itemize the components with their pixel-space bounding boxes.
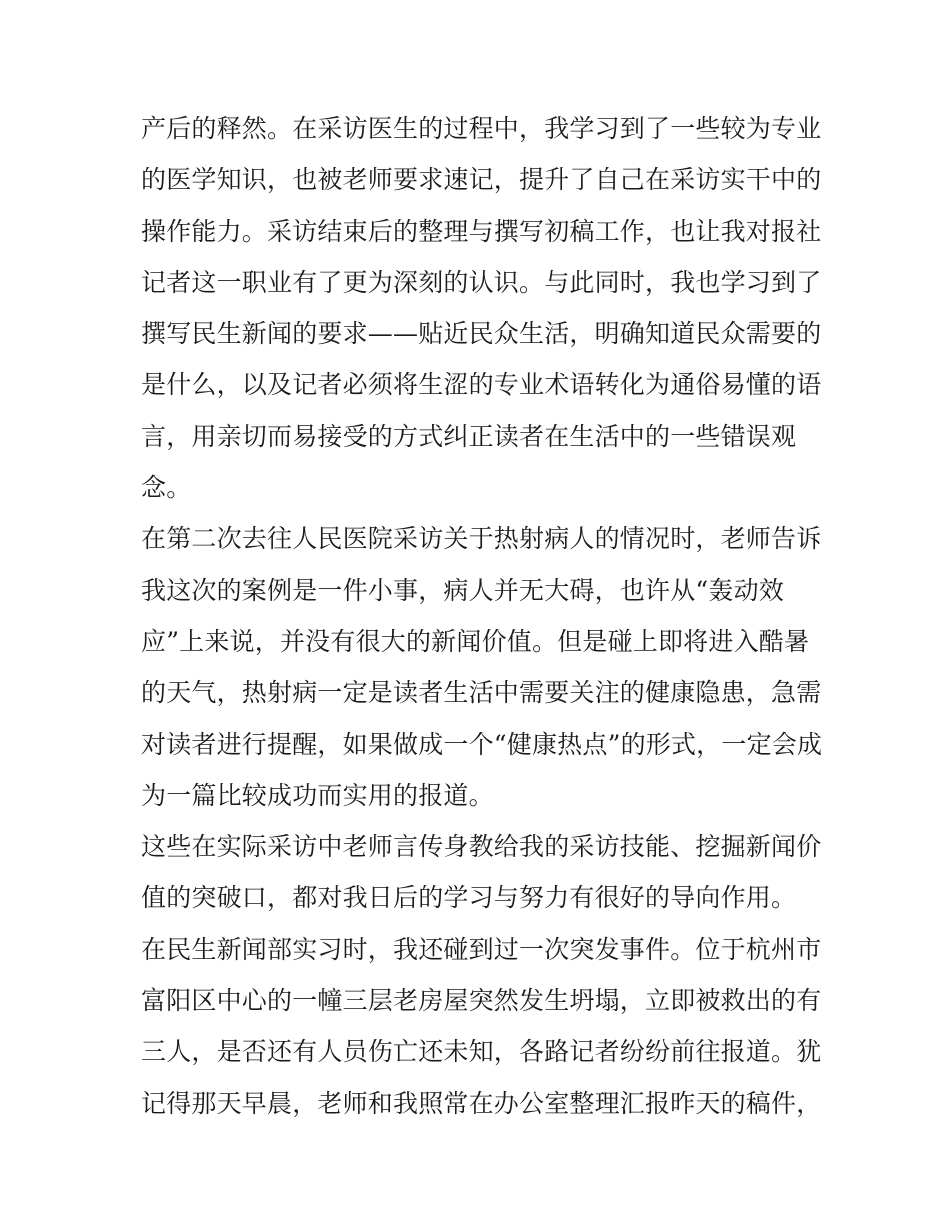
text-line: 在民生新闻部实习时，我还碰到过一次突发事件。位于杭州市 — [141, 934, 822, 964]
text-line: 值的突破口，都对我日后的学习与努力有很好的导向作用。 — [141, 883, 797, 913]
text-line: 是什么，以及记者必须将生涩的专业术语转化为通俗易懂的语 — [141, 370, 822, 400]
text-line: 我这次的案例是一件小事，病人并无大碍，也许从“轰动效 — [141, 575, 784, 605]
text-line: 在第二次去往人民医院采访关于热射病人的情况时，老师告诉 — [141, 524, 822, 554]
text-line: 记者这一职业有了更为深刻的认识。与此同时，我也学习到了 — [141, 267, 822, 297]
text-line: 言，用亲切而易接受的方式纠正读者在生活中的一些错误观 — [141, 421, 797, 451]
text-line: 三人，是否还有人员伤亡还未知，各路记者纷纷前往报道。犹 — [141, 1037, 822, 1067]
text-line: 这些在实际采访中老师言传身教给我的采访技能、挖掘新闻价 — [141, 832, 822, 862]
text-line: 为一篇比较成功而实用的报道。 — [141, 780, 494, 810]
text-line: 撰写民生新闻的要求——贴近民众生活，明确知道民众需要的 — [141, 319, 822, 349]
text-line: 富阳区中心的一幢三层老房屋突然发生坍塌，立即被救出的有 — [141, 986, 822, 1016]
text-line: 应”上来说，并没有很大的新闻价值。但是碰上即将进入酷暑 — [141, 626, 810, 656]
text-line: 的天气，热射病一定是读者生活中需要关注的健康隐患，急需 — [141, 678, 822, 708]
text-line: 操作能力。采访结束后的整理与撰写初稿工作，也让我对报社 — [141, 216, 822, 246]
text-line: 念。 — [141, 473, 192, 503]
text-line: 对读者进行提醒，如果做成一个“健康热点”的形式，一定会成 — [141, 729, 823, 759]
text-line: 产后的释然。在采访医生的过程中，我学习到了一些较为专业 — [141, 114, 822, 143]
text-line: 记得那天早晨，老师和我照常在办公室整理汇报昨天的稿件， — [141, 1088, 822, 1118]
document-body — [141, 103, 823, 1129]
text-line: 的医学知识，也被老师要求速记，提升了自己在采访实干中的 — [141, 165, 822, 195]
